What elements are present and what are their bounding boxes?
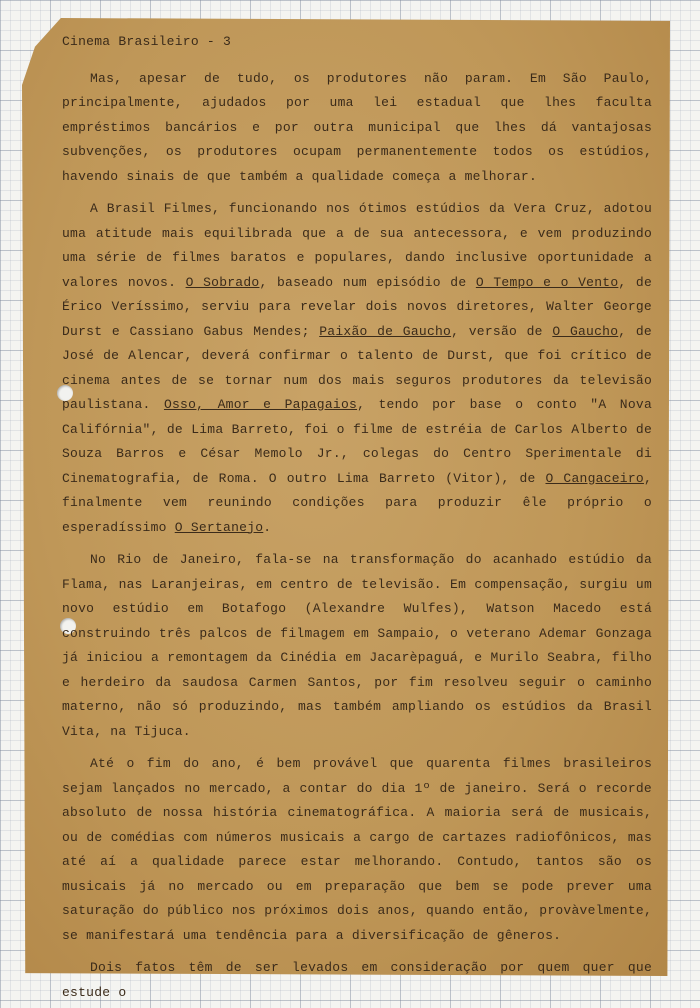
text-run: Mas, apesar de tudo, os produtores não param. Em São Paulo, principalmente, ajudados por uma lei estadual que lhes faculta empréstimos bancários e por outra municipal que lhes dá vantajosas subvenções, os produtores ocupam permanentemente todos os estúdios, havendo sinais de que também a qualidade começa a melhorar.	[62, 70, 652, 184]
underlined-title: O Tempo e o Vento	[475, 274, 619, 290]
paragraph	[62, 752, 652, 948]
text-run: , finalmente vem reunindo condições para produzir êle próprio o esperadíssimo	[62, 470, 652, 535]
paragraph	[62, 197, 652, 540]
page-header: Cinema Brasileiro - 3	[62, 34, 232, 49]
underlined-title: O Sobrado	[185, 274, 260, 290]
page-text	[62, 30, 652, 1005]
text-run: No Rio de Janeiro, fala-se na transformação do acanhado estúdio da Flama, nas Laranjeiras, em centro de televisão. Em compensação, surgiu um novo estúdio em Botafogo (Alexandre Wulfes), Watson Macedo está construindo três palcos de filmagem em Sampaio, o veterano Ademar Gonzaga já iniciou a remontagem da Cinédia em Jacarèpaguá, e Murilo Seabra, filho e herdeiro da saudosa Carmen Santos, por fim resolveu seguir o caminho materno, não só produzindo, mas também ampliando os estúdios da Brasil Vita, na Tijuca.	[62, 552, 652, 739]
text-run: Dois fatos têm de ser levados em consideração por quem quer que estude o	[62, 960, 652, 1000]
body-paragraphs	[62, 67, 652, 1006]
paragraph	[62, 548, 652, 744]
underlined-title: O Gaucho	[552, 323, 619, 339]
text-run: , de Érico Veríssimo, serviu para revelar dois novos diretores, Walter George Durst e Cassiano Gabus Mendes;	[62, 274, 652, 339]
text-run: .	[263, 519, 272, 535]
text-run: Até o fim do ano, é bem provável que quarenta filmes brasileiros sejam lançados no mercado, a contar do dia 1º de janeiro. Será o recorde absoluto de nossa história cinematográfica. A maioria será de musicais, ou de comédias com números musicais a cargo de cartazes radiofônicos, mas até aí a qualidade parece estar melhorando. Contudo, tantos são os musicais já no mercado ou em preparação que bem se pode prever uma saturação do público nos próximos dois anos, quando então, provàvelmente, se manifestará uma tendência para a diversificação de gêneros.	[62, 756, 652, 943]
underlined-title: Osso, Amor e Papagaios	[163, 397, 358, 412]
text-run: , versão de	[451, 323, 553, 339]
underlined-title: Paixão de Gaucho	[319, 323, 452, 339]
paragraph	[62, 67, 652, 190]
underlined-title: O Sertanejo	[174, 519, 264, 535]
text-run: A Brasil Filmes, funcionando nos ótimos estúdios da Vera Cruz, adotou uma atitude mais equilibrada que a de sua antecessora, e vem produzindo uma série de filmes baratos e populares, dando inclusive oportunidade a valores novos.	[62, 201, 652, 290]
text-run: , de José de Alencar, deverá confirmar o talento de Durst, que foi crítico de cinema antes de se tornar num dos mais seguros produtores da televisão paulistana.	[62, 323, 652, 412]
paragraph	[62, 956, 652, 1005]
text-run: , baseado num episódio de	[259, 274, 476, 290]
underlined-title: O Cangaceiro	[545, 470, 644, 486]
text-run: , tendo por base o conto "A Nova Califórnia", de Lima Barreto, foi o filme de estréia de Carlos Alberto de Souza Barros e César Memolo Jr., colegas do Centro Sperimentale di Cinematografia, de Roma. O outro Lima Barreto (Vitor), de	[62, 397, 652, 486]
